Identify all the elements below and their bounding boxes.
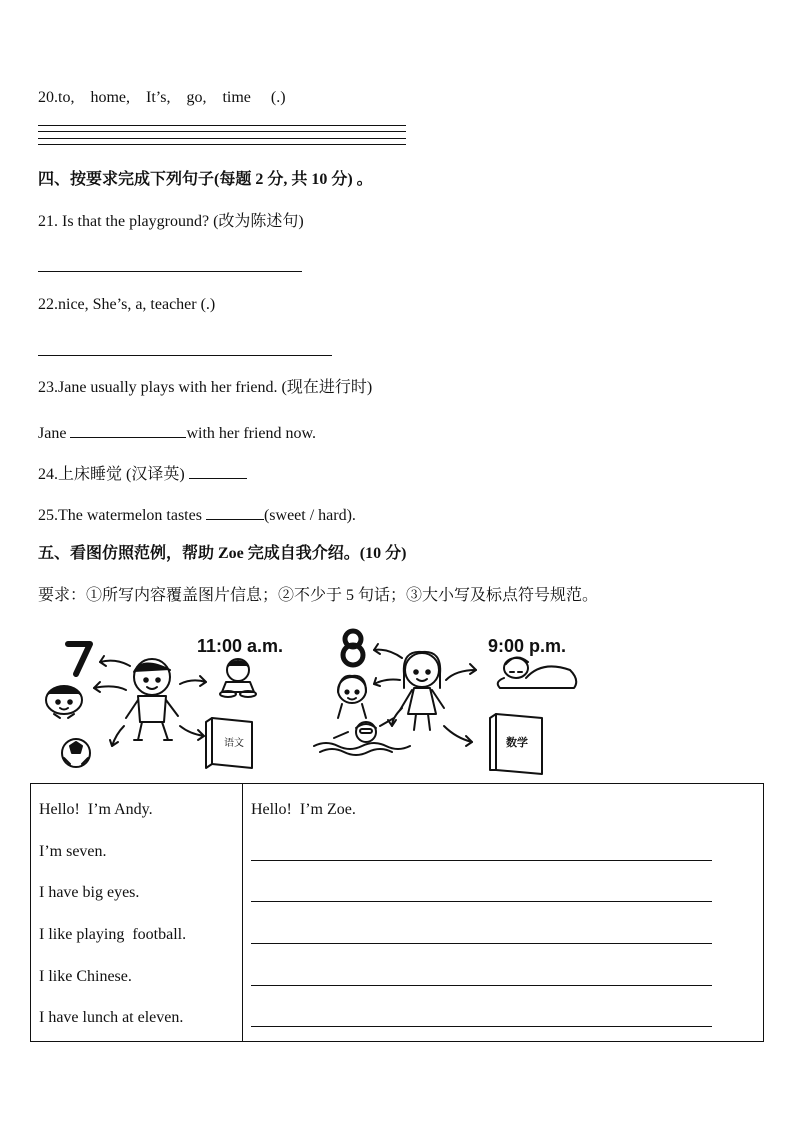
answer-line[interactable] bbox=[38, 125, 406, 126]
writing-line[interactable] bbox=[251, 860, 712, 861]
table-divider bbox=[242, 784, 243, 1041]
question-24 bbox=[38, 462, 247, 485]
q23-prefix: Jane bbox=[38, 425, 71, 442]
maths-book-label: 数学 bbox=[506, 736, 528, 749]
q25-prefix: 25.The watermelon tastes bbox=[38, 507, 206, 524]
example-line: I’m seven. bbox=[39, 843, 107, 860]
fill-blank-23[interactable] bbox=[70, 421, 186, 438]
sleeping-girl-drawing bbox=[498, 657, 577, 688]
question-22: 22.nice, She’s, a, teacher (.) bbox=[38, 296, 216, 313]
fill-blank-25[interactable] bbox=[206, 503, 264, 520]
boy-eating-drawing bbox=[220, 659, 256, 697]
chinese-book-label: 语文 bbox=[224, 738, 244, 749]
zoe-time-label: 9:00 p.m. bbox=[488, 636, 567, 656]
q25-suffix: (sweet / hard). bbox=[263, 507, 356, 524]
section-4-heading: 四、按要求完成下列句子(每题 2 分, 共 10 分) 。 bbox=[38, 171, 373, 188]
example-line: Hello! I’m Andy. bbox=[39, 801, 153, 818]
girl-face-small-drawing bbox=[338, 676, 366, 718]
section-5-requirement: 要求：①所写内容覆盖图片信息；②不少于 5 句话；③大小写及标点符号规范。 bbox=[38, 587, 599, 604]
picture-illustration bbox=[30, 622, 590, 778]
q24-text: 24.上床睡觉 (汉译英) bbox=[38, 466, 189, 483]
boy-andy-drawing bbox=[126, 659, 178, 740]
question-20: 20.to, home, It’s, go, time (.) bbox=[38, 89, 286, 106]
answer-line-21[interactable] bbox=[38, 271, 302, 272]
answer-line[interactable] bbox=[38, 131, 406, 132]
andy-time-label: 11:00 a.m. bbox=[197, 636, 284, 656]
writing-line[interactable] bbox=[251, 1026, 712, 1027]
intro-table bbox=[30, 783, 764, 1042]
example-line: I have lunch at eleven. bbox=[39, 1009, 184, 1026]
q23-suffix: with her friend now. bbox=[186, 425, 317, 442]
example-line: I like Chinese. bbox=[39, 968, 132, 985]
swimming-girl-drawing bbox=[314, 718, 410, 755]
zoe-intro-first-line: Hello! I’m Zoe. bbox=[251, 801, 356, 818]
question-23-answer bbox=[38, 421, 316, 444]
example-line: I have big eyes. bbox=[39, 884, 140, 901]
answer-line[interactable] bbox=[38, 144, 406, 145]
question-25 bbox=[38, 503, 356, 526]
football-drawing bbox=[62, 739, 90, 767]
fill-blank-24[interactable] bbox=[189, 462, 247, 479]
answer-line-22[interactable] bbox=[38, 355, 332, 356]
section-5-heading: 五、看图仿照范例，帮助 Zoe 完成自我介绍。(10 分) bbox=[38, 545, 407, 562]
question-21: 21. Is that the playground? (改为陈述句) bbox=[38, 213, 304, 230]
boy-face-small-drawing bbox=[46, 686, 82, 718]
writing-line[interactable] bbox=[251, 985, 712, 986]
example-line: I like playing football. bbox=[39, 926, 187, 943]
girl-zoe-drawing bbox=[400, 652, 444, 730]
question-23: 23.Jane usually plays with her friend. (现在进行时) bbox=[38, 379, 373, 396]
writing-line[interactable] bbox=[251, 901, 712, 902]
writing-line[interactable] bbox=[251, 943, 712, 944]
answer-line[interactable] bbox=[38, 138, 406, 139]
